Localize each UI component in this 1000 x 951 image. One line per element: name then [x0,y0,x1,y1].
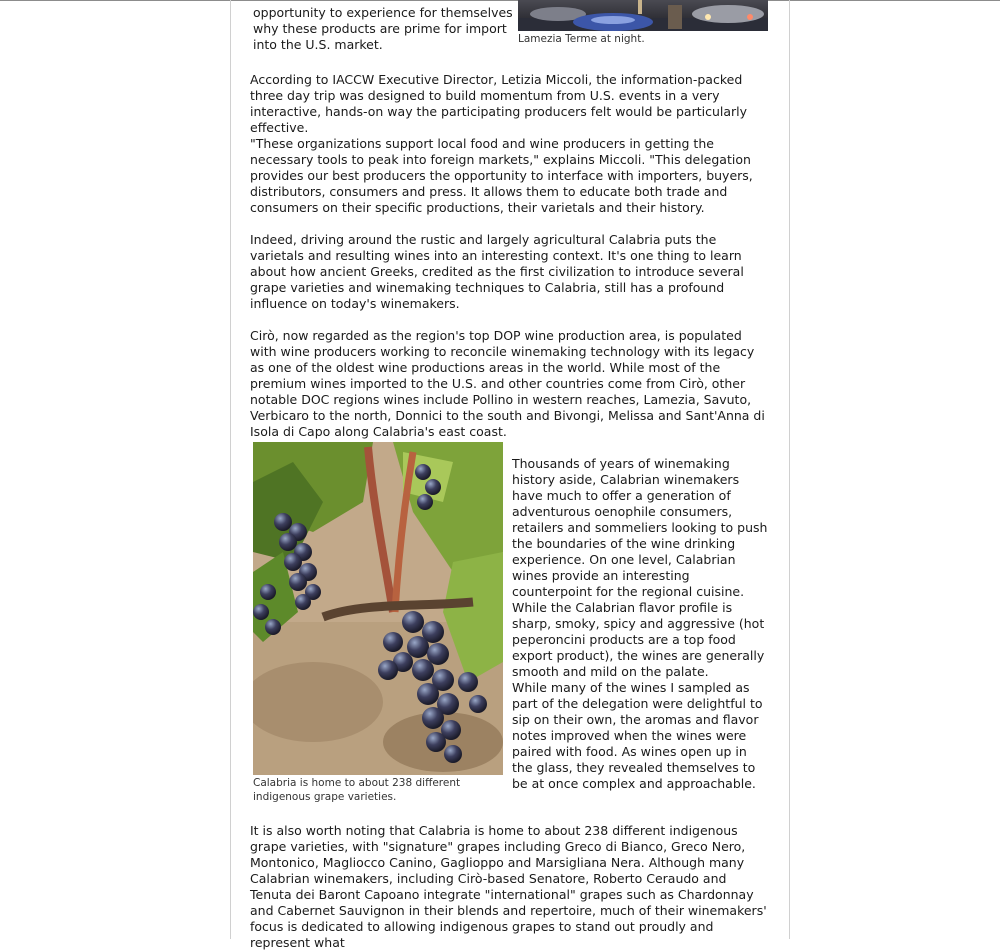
paragraph-text: While many of the wines I sampled as part of the delegation were delightful to sip on their own, the aromas and flavor notes improved when the wines were paired with food. As wines open up in the glass, they revealed themselves to be at once complex and approachable. [512,680,763,791]
grape-vine-photo [253,442,503,775]
paragraph-2 [250,136,770,216]
paragraph-text: According to IACCW Executive Director, Letizia Miccoli, the information-packed three day trip was designed to build momentum from U.S. events in a very interactive, hands-on way the participating producers felt would be particularly effective. [250,72,748,135]
paragraph-text: It is also worth noting that Calabria is home to about 238 different indigenous grape varieties, with "signature" grapes including Greco di Bianco, Greco Nero, Montonico, Magliocco Canino, Gaglioppo and Marsigliana Nera. Although many Calabrian winemakers, including Cirò-based Senatore, Roberto Ceraudo and Tenuta dei Baront Capoano integrate "international" grapes such as Chardonnay and Cabernet Sauvignon in their blends and repertoire, much of their winemakers' focus is dedicated to allowing indigenous grapes to stand out proudly and represent what [250,823,767,950]
paragraph-text: Thousands of years of winemaking history aside, Calabrian winemakers have much to offer a generation of adventurous oenophile consumers, retailers and sommeliers looking to push the boundaries of the wine drinking experience. On one level, Calabrian wines provide an interesting counterpoint for the regional cuisine. While the Calabrian flavor profile is sharp, smoky, spicy and aggressive (hot peperoncini products are a top food export product), the wines are generally smooth and mild on the palate. [512,456,768,679]
side-paragraph-2 [512,680,770,792]
paragraph-3 [250,232,770,312]
paragraph-1 [250,72,770,136]
intro-text: opportunity to experience for themselves why these products are prime for import into the U.S. market. [253,5,513,52]
paragraph-text: Cirò, now regarded as the region's top DOP wine production area, is populated with wine producers working to reconcile winemaking technology with its legacy as one of the oldest wine productions areas in the world. While most of the premium wines imported to the U.S. and other countries come from Cirò, other notable DOC regions wines include Pollino in western reaches, Lamezia, Savuto, Verbicaro to the north, Donnici to the south and Bivongi, Melissa and Sant'Anna di Isola di Capo along Calabria's east coast. [250,328,765,439]
content-left-border [230,0,231,939]
paragraph-text: Indeed, driving around the rustic and largely agricultural Calabria puts the varietals and resulting wines into an interesting context. It's one thing to learn about how ancient Greeks, credited as the first civilization to introduce several grape varieties and winemaking techniques to Calabria, still has a profound influence on today's winemakers. [250,232,744,311]
lamezia-night-photo [518,0,768,31]
window-top-border [0,0,1000,1]
paragraph-4 [250,328,770,440]
caption-grapes: Calabria is home to about 238 different indigenous grape varieties. [253,777,461,803]
paragraph-final [250,823,770,951]
paragraph-text: "These organizations support local food and wine producers in getting the necessary tools to peak into foreign markets," explains Miccoli. "This delegation provides our best producers the opportunity to interface with importers, buyers, distributors, consumers and press. It allows them to educate both trade and consumers on their specific productions, their varietals and their history. [250,136,753,215]
content-right-border [789,0,790,939]
caption-night: Lamezia Terme at night. [518,33,645,45]
side-paragraph-1 [512,456,770,680]
intro-fragment [253,5,513,53]
